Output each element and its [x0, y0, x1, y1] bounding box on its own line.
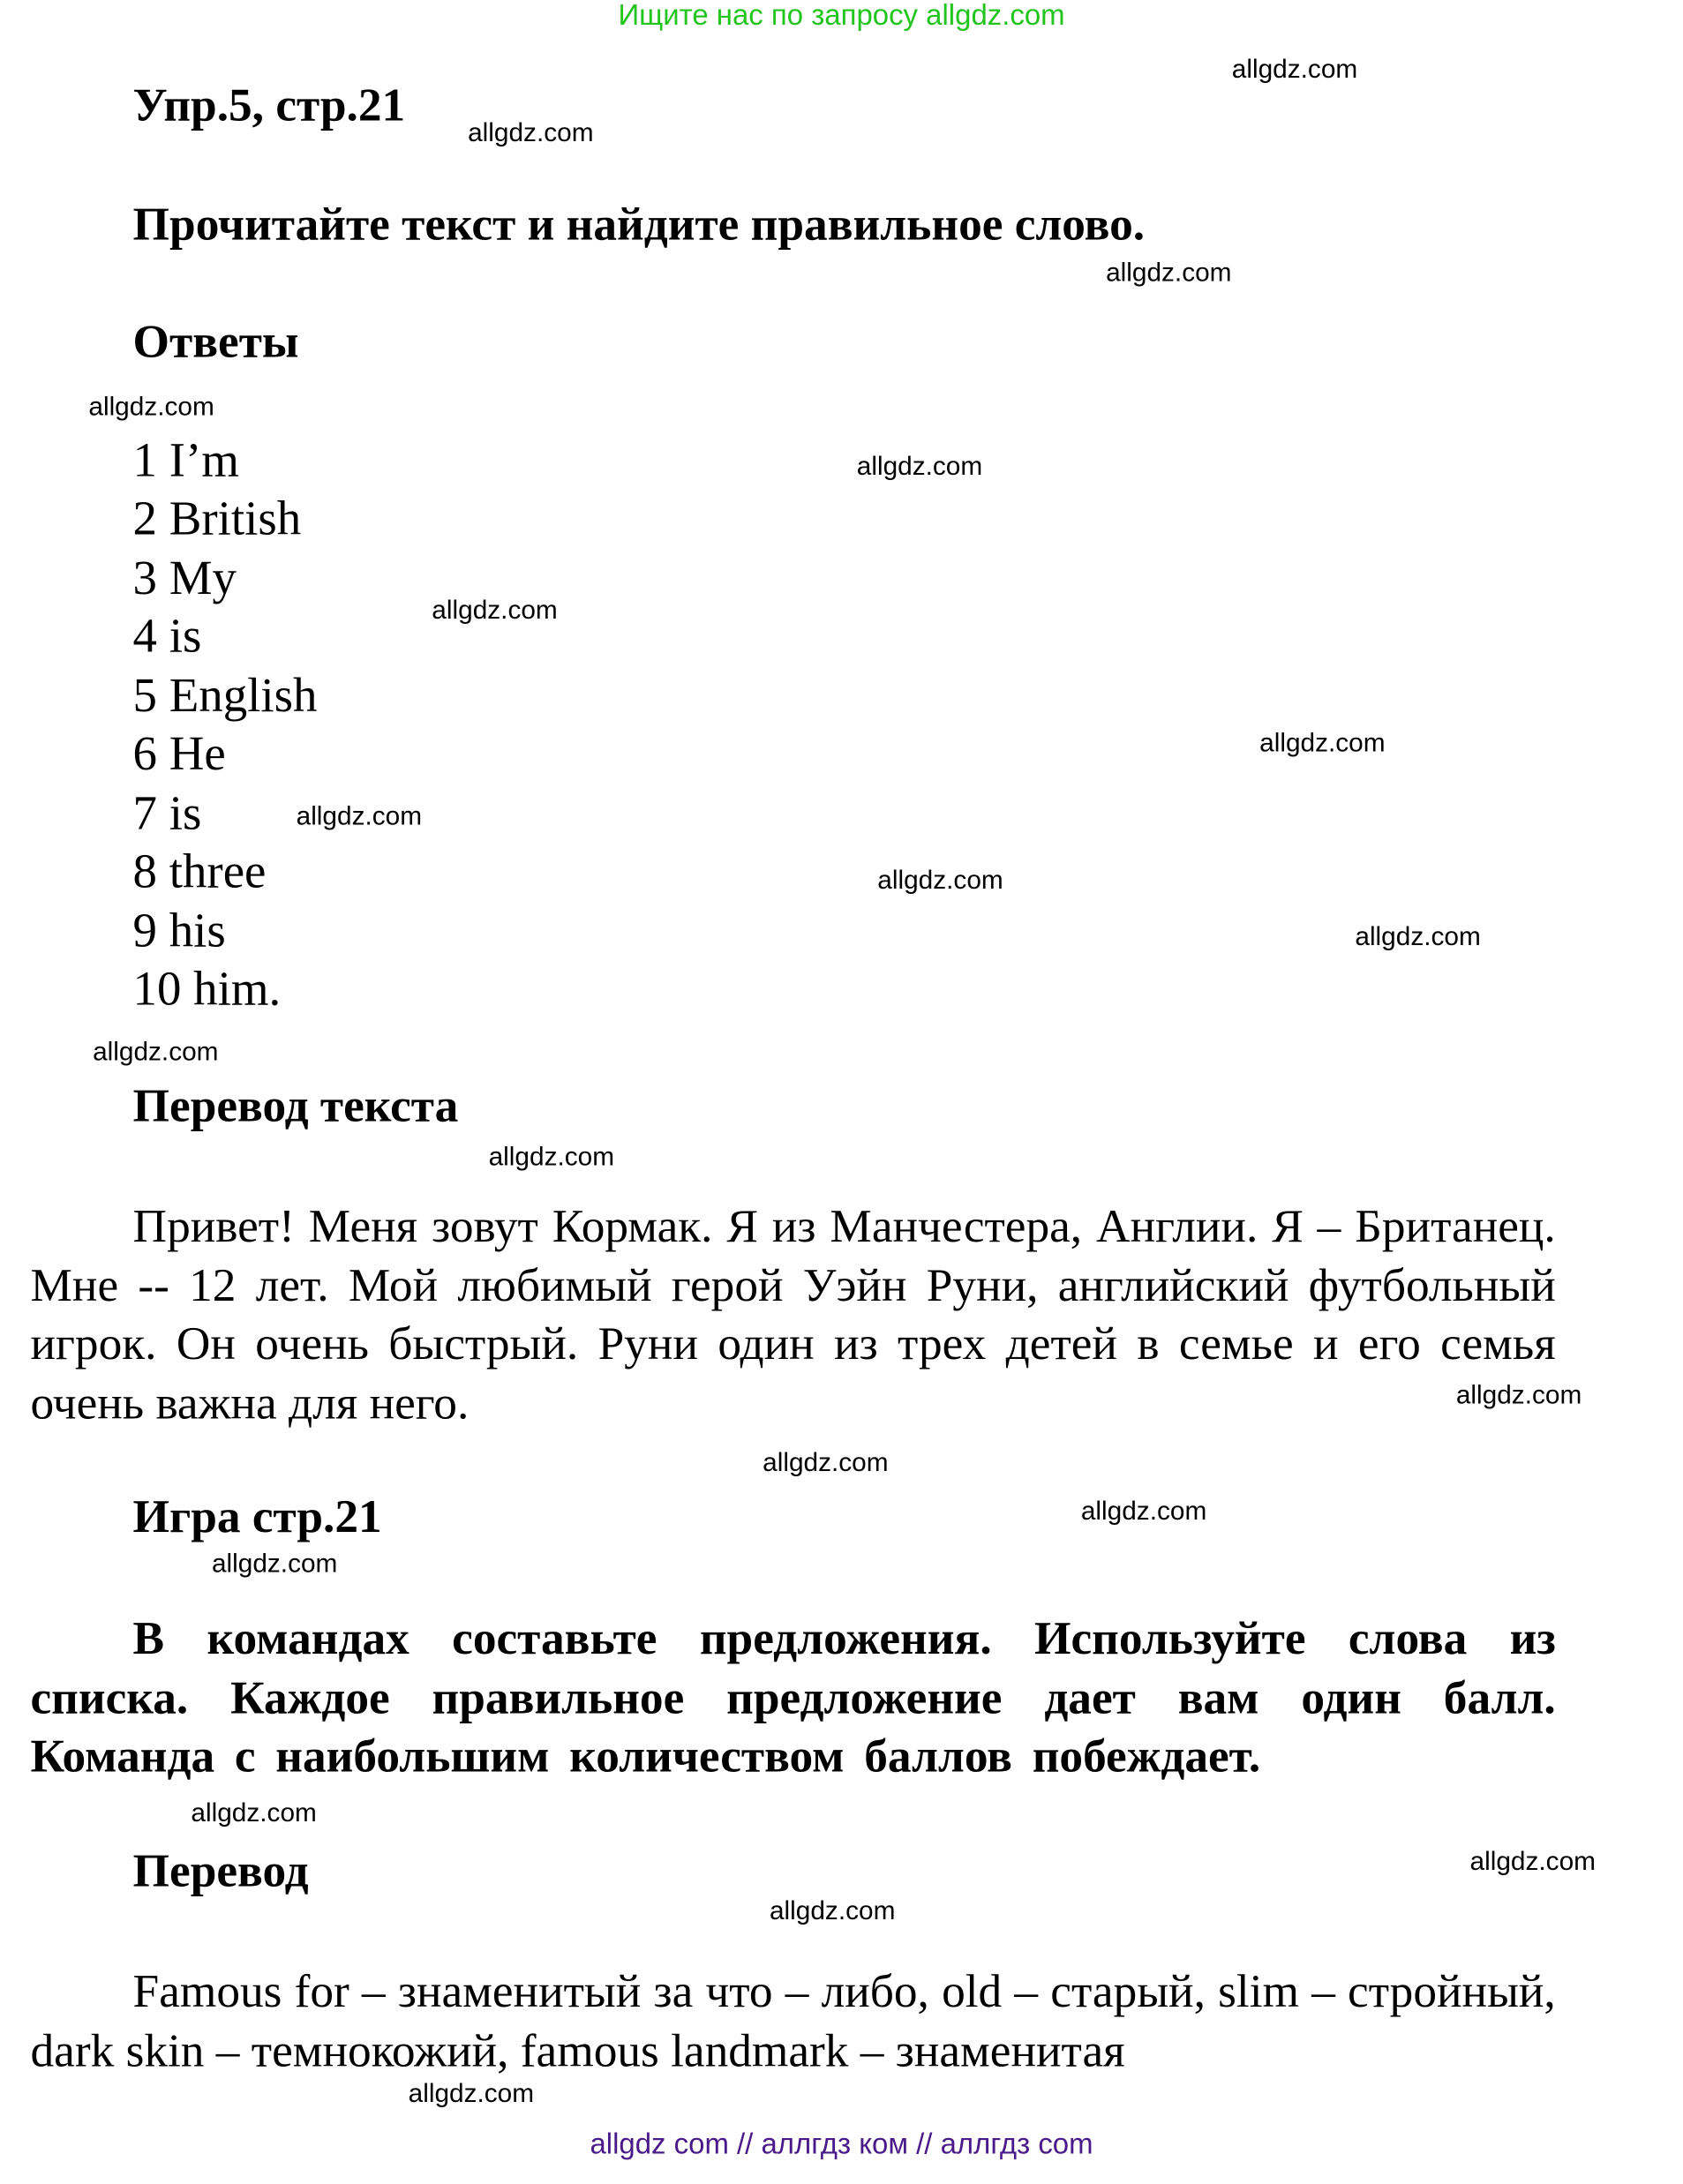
watermark: allgdz.com [408, 2080, 535, 2110]
watermark: allgdz.com [93, 1038, 219, 1068]
exercise-title: Упр.5, стр.21 [132, 79, 406, 131]
vocab-text: Famous for – знаменитый за что – либо, old – старый, slim – стройный, dark skin – темнокожий, famous landmark – знаменитая [30, 1966, 1556, 2077]
watermark: allgdz.com [1080, 1497, 1207, 1527]
answer-item: 5 English [132, 668, 318, 723]
watermark: allgdz.com [1355, 923, 1481, 952]
watermark: allgdz.com [1231, 55, 1358, 85]
game-task: В командах составьте предложения. Используйте слова из списка. Каждое правильное предложение дает вам один балл. Команда с наибольшим количеством баллов побеждает. [30, 1613, 1556, 1782]
watermark: allgdz.com [191, 1798, 317, 1828]
answer-item: 8 three [132, 844, 267, 898]
watermark: allgdz.com [856, 452, 983, 482]
answer-item: 1 I’m [132, 432, 239, 488]
footer-banner[interactable]: allgdz com // аллгдз ком // аллгдз com [590, 2128, 1093, 2161]
game-heading: Игра стр.21 [132, 1491, 382, 1543]
task-text: Прочитайте текст и найдите правильное слово. [132, 199, 1146, 251]
watermark: allgdz.com [468, 118, 594, 148]
answer-item: 9 his [132, 904, 226, 958]
watermark: allgdz.com [211, 1550, 338, 1580]
watermark: allgdz.com [432, 596, 558, 626]
watermark: allgdz.com [1106, 259, 1232, 289]
watermark: allgdz.com [88, 393, 214, 423]
watermark: allgdz.com [877, 866, 1003, 896]
answer-item: 7 is [132, 785, 202, 840]
watermark: allgdz.com [769, 1897, 896, 1927]
watermark: allgdz.com [296, 802, 423, 832]
header-banner[interactable]: Ищите нас по запросу allgdz.com [618, 0, 1065, 33]
watermark: allgdz.com [1259, 729, 1386, 759]
answer-item: 2 British [132, 491, 302, 545]
vocab-heading: Перевод [132, 1846, 309, 1898]
watermark: allgdz.com [488, 1143, 615, 1173]
translation-heading: Перевод текста [132, 1080, 459, 1132]
translation-text: Привет! Меня зовут Кормак. Я из Манчестера, Англии. Я – Британец. Мне -- 12 лет. Мой любимый герой Уэйн Руни, английский футбольный игрок. Он очень быстрый. Руни один из трех детей в семье и его семья очень важна для него. [30, 1201, 1556, 1430]
answer-item: 6 He [132, 726, 226, 781]
watermark: allgdz.com [763, 1449, 889, 1478]
watermark: allgdz.com [1469, 1847, 1596, 1877]
answer-item: 4 is [132, 609, 202, 664]
answer-item: 3 My [132, 551, 237, 605]
answers-heading: Ответы [132, 317, 299, 369]
watermark: allgdz.com [1455, 1381, 1582, 1411]
answer-item: 10 him. [132, 961, 282, 1017]
